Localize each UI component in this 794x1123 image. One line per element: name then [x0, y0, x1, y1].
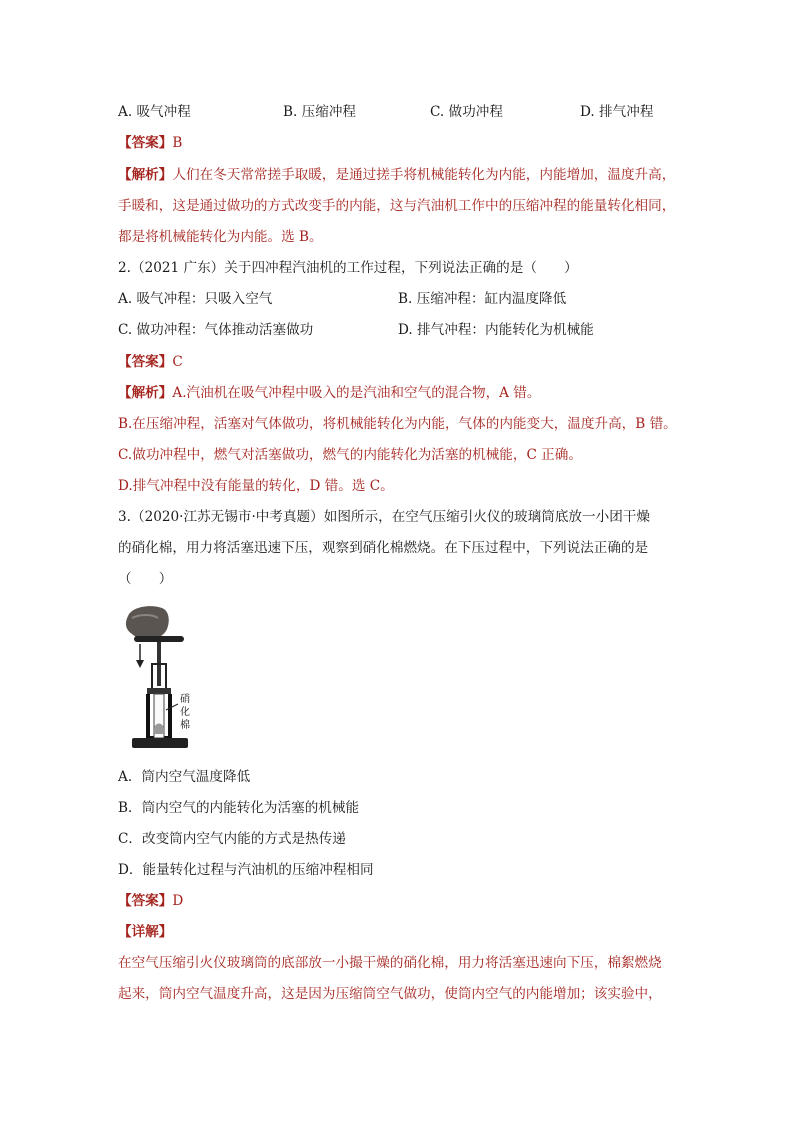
figure-label-1: 硝 [180, 694, 190, 705]
q1-option-c: C. 做功冲程 [430, 104, 503, 120]
q3-detail-line-2: 起来，筒内空气温度升高，这是因为压缩筒空气做功，使筒内空气的内能增加；该实验中， [118, 986, 662, 1002]
answer-value: D [172, 893, 184, 909]
q3-detail-tag [118, 922, 172, 942]
analysis-tag: 【解析】 [118, 167, 173, 183]
analysis-text: 人们在冬天常常搓手取暖，是通过搓手将机械能转化为内能，内能增加，温度升高， [172, 167, 676, 183]
q2-answer [118, 352, 183, 372]
q2-option-a: A. 吸气冲程：只吸入空气 [118, 291, 273, 307]
q2-analysis-line-3: C.做功冲程中，燃气对活塞做功，燃气的内能转化为活塞的机械能，C 正确。 [118, 447, 582, 463]
q1-option-a: A. 吸气冲程 [118, 104, 191, 120]
q2-option-b: B. 压缩冲程：缸内温度降低 [398, 291, 567, 307]
analysis-tag: 【解析】 [118, 385, 173, 401]
q3-option-d: D．能量转化过程与汽油机的压缩冲程相同 [118, 862, 374, 878]
q2-option-d: D. 排气冲程：内能转化为机械能 [398, 322, 594, 338]
q2-option-c: C. 做功冲程：气体推动活塞做功 [118, 322, 314, 338]
q3-option-c: C．改变筒内空气内能的方式是热传递 [118, 831, 346, 847]
q2-analysis-line-1 [118, 383, 541, 403]
q1-analysis-line-3: 都是将机械能转化为内能。选 B。 [118, 229, 323, 245]
analysis-text: A.汽油机在吸气冲程中吸入的是汽油和空气的混合物，A 错。 [172, 385, 541, 401]
q2-analysis-line-4: D.排气冲程中没有能量的转化，D 错。选 C。 [118, 478, 394, 494]
detail-tag: 【详解】 [118, 924, 173, 940]
answer-value: C [172, 354, 183, 370]
q1-analysis-line-2: 手暖和，这是通过做功的方式改变手的内能，这与汽油机工作中的压缩冲程的能量转化相同， [118, 198, 676, 214]
q2-analysis-line-2: B.在压缩冲程，活塞对气体做功，将机械能转化为内能，气体的内能变大，温度升高，B 错。 [118, 416, 677, 432]
hand-image [126, 606, 169, 639]
q3-option-b: B．筒内空气的内能转化为活塞的机械能 [118, 800, 360, 816]
compression-igniter-figure [118, 604, 216, 754]
q3-detail-line-1: 在空气压缩引火仪玻璃筒的底部放一小撮干燥的硝化棉，用力将活塞迅速向下压，棉絮燃烧 [118, 955, 662, 971]
q3-option-a: A．筒内空气温度降低 [118, 769, 251, 785]
q3-answer [118, 891, 183, 911]
q3-stem-line-3: （ ） [118, 571, 173, 587]
answer-tag: 【答案】 [118, 893, 173, 909]
answer-tag: 【答案】 [118, 354, 173, 370]
q3-stem-line-2: 的硝化棉，用力将活塞迅速下压，观察到硝化棉燃烧。在下压过程中，下列说法正确的是 [118, 540, 649, 556]
q2-stem: 2.（2021 广东）关于四冲程汽油机的工作过程，下列说法正确的是（ ） [118, 260, 578, 276]
q1-option-b: B. 压缩冲程 [283, 104, 357, 120]
answer-value: B [172, 135, 183, 151]
q1-analysis-line-1 [118, 165, 675, 185]
q3-stem-line-1: 3.（2020·江苏无锡市·中考真题）如图所示，在空气压缩引火仪的玻璃筒底放一小团干燥 [118, 509, 650, 525]
q1-answer [118, 133, 182, 153]
answer-tag: 【答案】 [118, 135, 173, 151]
figure-label-2: 化 [180, 707, 190, 718]
figure-label-3: 棉 [180, 720, 190, 731]
q1-option-d: D. 排气冲程 [580, 104, 654, 120]
